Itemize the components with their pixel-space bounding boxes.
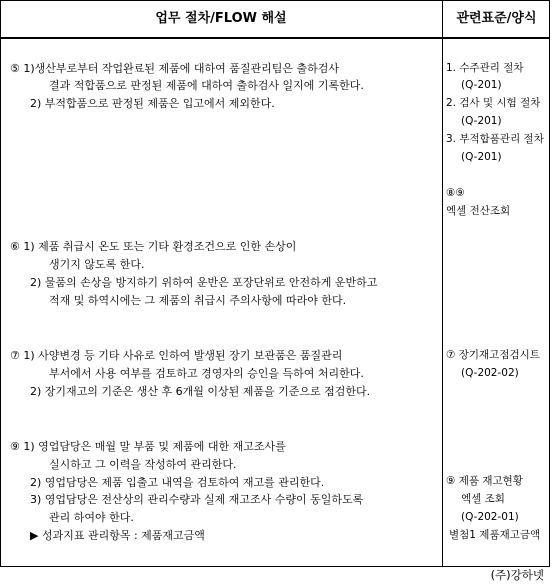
column-divider (442, 0, 443, 567)
step9-line5: 관리 하여야 한다. (49, 511, 134, 524)
std-item-2-code: (Q-201) (461, 115, 502, 127)
std-stock-code: (Q-202-01) (461, 511, 519, 523)
std-item-3-code: (Q-201) (461, 151, 502, 163)
std-item-2: 2. 검사 및 시험 절차 (446, 97, 541, 109)
step9-line1: ⑨ 1) 영업담당은 매월 말 부품 및 제품에 대한 재고조사를 (10, 440, 286, 453)
header-procedure: 업무 절차/FLOW 해설 (155, 11, 287, 26)
step9-line3: 2) 영업담당은 제품 입출고 내역을 검토하여 재고를 관리한다. (30, 476, 325, 489)
step6-line1: ⑥ 1) 제품 취급시 온도 또는 기타 환경조건으로 인한 손상이 (10, 240, 297, 253)
company-name: (주)강하넷 (490, 568, 544, 582)
step6-line2: 생기지 않도록 한다. (49, 258, 145, 271)
step6-line3: 2) 물품의 손상을 방지하기 위하여 운반은 포장단위로 안전하게 운반하고 (30, 276, 378, 289)
step6-line4: 적재 및 하역시에는 그 제품의 취급시 주의사항에 따라야 한다. (49, 294, 347, 307)
step9-line4: 3) 영업담당은 전산상의 관리수량과 실제 재고조사 수량이 동일하도록 (30, 493, 364, 506)
std-excel-query: 엑셀 전산조회 (446, 205, 511, 217)
step7-line2: 부서에서 사용 여부를 검토하고 경영자의 승인을 득하여 처리한다. (49, 367, 364, 380)
table-header (0, 0, 550, 39)
std-item-3: 3. 부적합품관리 절차 (446, 133, 544, 145)
header-standards: 관련표준/양식 (456, 11, 537, 26)
std-ref-89: ⑧⑨ (446, 187, 465, 199)
std-attachment-1: 별첨1 제품재고금액 (449, 529, 541, 541)
std-stock-excel: 엑셀 조회 (461, 493, 505, 505)
step7-line3: 2) 장기재고의 기준은 생산 후 6개월 이상된 제품을 기준으로 점검한다. (30, 385, 371, 398)
std-longterm-code: (Q-202-02) (461, 367, 519, 379)
std-item-1-code: (Q-201) (461, 79, 502, 91)
std-longterm-sheet: ⑦ 장기재고점검시트 (446, 349, 540, 361)
step5-line2: 결과 적합품으로 판정된 제품에 대하여 출하검사 일지에 기록한다. (49, 79, 364, 92)
step9-line2: 실시하고 그 이력을 작성하여 관리한다. (49, 458, 237, 471)
kpi-line: ▶ 성과지표 관리항목 : 제품재고금액 (30, 529, 205, 542)
std-item-1: 1. 수주관리 절차 (446, 62, 524, 74)
std-stock-status: ⑨ 제품 재고현황 (446, 475, 523, 487)
step5-line1: ⑤ 1)생산부로부터 작업완료된 제품에 대하여 품질관리팀은 출하검사 (10, 62, 340, 75)
step5-line3: 2) 부적합품으로 판정된 제품은 입고에서 제외한다. (30, 97, 275, 110)
step7-line1: ⑦ 1) 사양변경 등 기타 사유로 인하여 발생된 장기 보관품은 품질관리 (10, 349, 343, 362)
